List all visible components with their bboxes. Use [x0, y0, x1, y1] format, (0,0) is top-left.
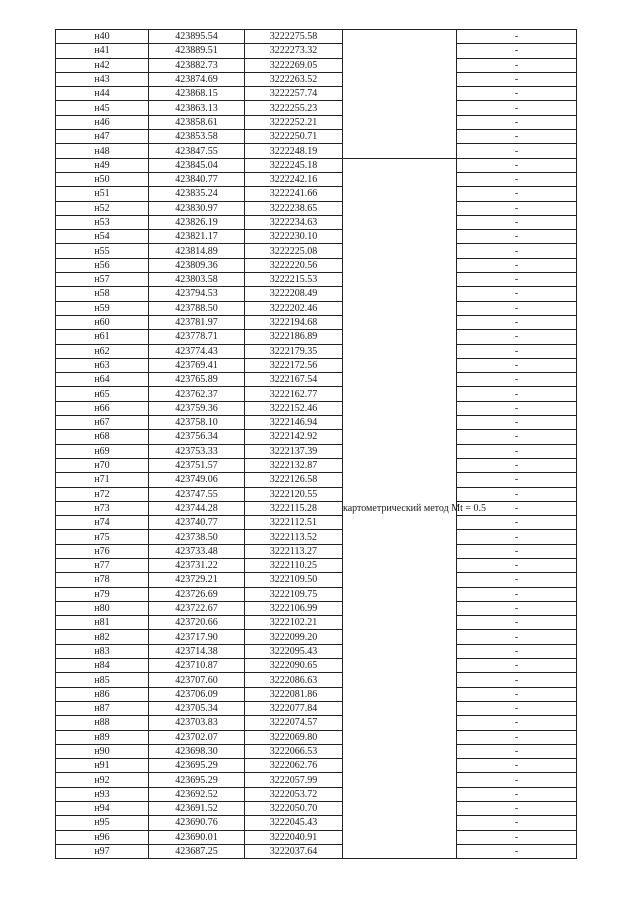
x-coordinate-cell: 423690.01: [149, 830, 245, 844]
y-coordinate-cell: 3222162.77: [245, 387, 343, 401]
accuracy-dash-cell: -: [457, 387, 577, 401]
accuracy-dash-cell: -: [457, 101, 577, 115]
table-row: [56, 215, 577, 229]
point-id-cell: н41: [56, 44, 149, 58]
table-row: [56, 487, 577, 501]
table-row: [56, 659, 577, 673]
point-id-cell: н43: [56, 72, 149, 86]
x-coordinate-cell: 423889.51: [149, 44, 245, 58]
point-id-cell: н89: [56, 730, 149, 744]
table-row: [56, 87, 577, 101]
table-row: [56, 601, 577, 615]
y-coordinate-cell: 3222095.43: [245, 644, 343, 658]
accuracy-dash-cell: -: [457, 201, 577, 215]
y-coordinate-cell: 3222132.87: [245, 458, 343, 472]
accuracy-dash-cell: -: [457, 816, 577, 830]
x-coordinate-cell: 423703.83: [149, 716, 245, 730]
point-id-cell: н68: [56, 430, 149, 444]
x-coordinate-cell: 423702.07: [149, 730, 245, 744]
accuracy-dash-cell: -: [457, 416, 577, 430]
accuracy-dash-cell: -: [457, 787, 577, 801]
accuracy-dash-cell: -: [457, 273, 577, 287]
point-id-cell: н75: [56, 530, 149, 544]
point-id-cell: н57: [56, 273, 149, 287]
point-id-cell: н92: [56, 773, 149, 787]
y-coordinate-cell: 3222179.35: [245, 344, 343, 358]
y-coordinate-cell: 3222269.05: [245, 58, 343, 72]
accuracy-dash-cell: -: [457, 558, 577, 572]
accuracy-dash-cell: -: [457, 644, 577, 658]
point-id-cell: н82: [56, 630, 149, 644]
table-row: [56, 115, 577, 129]
table-row: [56, 558, 577, 572]
accuracy-dash-cell: -: [457, 244, 577, 258]
x-coordinate-cell: 423758.10: [149, 416, 245, 430]
point-id-cell: н58: [56, 287, 149, 301]
y-coordinate-cell: 3222215.53: [245, 273, 343, 287]
y-coordinate-cell: 3222152.46: [245, 401, 343, 415]
x-coordinate-cell: 423826.19: [149, 215, 245, 229]
x-coordinate-cell: 423738.50: [149, 530, 245, 544]
point-id-cell: н83: [56, 644, 149, 658]
accuracy-dash-cell: -: [457, 315, 577, 329]
point-id-cell: н64: [56, 373, 149, 387]
x-coordinate-cell: 423692.52: [149, 787, 245, 801]
accuracy-dash-cell: -: [457, 130, 577, 144]
point-id-cell: н70: [56, 458, 149, 472]
y-coordinate-cell: 3222220.56: [245, 258, 343, 272]
coordinates-table: [55, 29, 577, 859]
point-id-cell: н74: [56, 516, 149, 530]
table-row: [56, 244, 577, 258]
y-coordinate-cell: 3222109.50: [245, 573, 343, 587]
point-id-cell: н95: [56, 816, 149, 830]
y-coordinate-cell: 3222099.20: [245, 630, 343, 644]
table-row: [56, 544, 577, 558]
method-cell: картометрический метод Mt = 0.5: [343, 158, 457, 859]
x-coordinate-cell: 423874.69: [149, 72, 245, 86]
y-coordinate-cell: 3222275.58: [245, 30, 343, 44]
x-coordinate-cell: 423778.71: [149, 330, 245, 344]
y-coordinate-cell: 3222208.49: [245, 287, 343, 301]
point-id-cell: н55: [56, 244, 149, 258]
y-coordinate-cell: 3222142.92: [245, 430, 343, 444]
accuracy-dash-cell: -: [457, 487, 577, 501]
table-row: [56, 701, 577, 715]
point-id-cell: н87: [56, 701, 149, 715]
y-coordinate-cell: 3222186.89: [245, 330, 343, 344]
point-id-cell: н90: [56, 744, 149, 758]
x-coordinate-cell: 423733.48: [149, 544, 245, 558]
point-id-cell: н73: [56, 501, 149, 515]
x-coordinate-cell: 423863.13: [149, 101, 245, 115]
y-coordinate-cell: 3222273.32: [245, 44, 343, 58]
point-id-cell: н84: [56, 659, 149, 673]
y-coordinate-cell: 3222172.56: [245, 358, 343, 372]
table-row: [56, 158, 577, 172]
x-coordinate-cell: 423714.38: [149, 644, 245, 658]
accuracy-dash-cell: -: [457, 330, 577, 344]
point-id-cell: н81: [56, 616, 149, 630]
table-row: [56, 58, 577, 72]
point-id-cell: н51: [56, 187, 149, 201]
table-row: [56, 616, 577, 630]
x-coordinate-cell: 423698.30: [149, 744, 245, 758]
x-coordinate-cell: 423868.15: [149, 87, 245, 101]
x-coordinate-cell: 423882.73: [149, 58, 245, 72]
table-row: [56, 501, 577, 515]
table-row: [56, 744, 577, 758]
table-row: [56, 787, 577, 801]
y-coordinate-cell: 3222113.52: [245, 530, 343, 544]
accuracy-dash-cell: -: [457, 30, 577, 44]
accuracy-dash-cell: -: [457, 158, 577, 172]
point-id-cell: н56: [56, 258, 149, 272]
x-coordinate-cell: 423751.57: [149, 458, 245, 472]
y-coordinate-cell: 3222234.63: [245, 215, 343, 229]
point-id-cell: н88: [56, 716, 149, 730]
point-id-cell: н93: [56, 787, 149, 801]
accuracy-dash-cell: -: [457, 58, 577, 72]
point-id-cell: н65: [56, 387, 149, 401]
table-row: [56, 458, 577, 472]
point-id-cell: н45: [56, 101, 149, 115]
accuracy-dash-cell: -: [457, 344, 577, 358]
y-coordinate-cell: 3222050.70: [245, 802, 343, 816]
y-coordinate-cell: 3222241.66: [245, 187, 343, 201]
y-coordinate-cell: 3222057.99: [245, 773, 343, 787]
table-row: [56, 716, 577, 730]
table-row: [56, 187, 577, 201]
y-coordinate-cell: 3222062.76: [245, 759, 343, 773]
x-coordinate-cell: 423858.61: [149, 115, 245, 129]
y-coordinate-cell: 3222137.39: [245, 444, 343, 458]
point-id-cell: н80: [56, 601, 149, 615]
table-row: [56, 358, 577, 372]
table-row: [56, 530, 577, 544]
point-id-cell: н50: [56, 172, 149, 186]
table-row: [56, 587, 577, 601]
accuracy-dash-cell: -: [457, 673, 577, 687]
accuracy-dash-cell: -: [457, 287, 577, 301]
table-row: [56, 816, 577, 830]
accuracy-dash-cell: -: [457, 501, 577, 515]
accuracy-dash-cell: -: [457, 659, 577, 673]
table-row: [56, 101, 577, 115]
accuracy-dash-cell: -: [457, 430, 577, 444]
table-row: [56, 44, 577, 58]
y-coordinate-cell: 3222263.52: [245, 72, 343, 86]
x-coordinate-cell: 423687.25: [149, 844, 245, 858]
point-id-cell: н52: [56, 201, 149, 215]
accuracy-dash-cell: -: [457, 773, 577, 787]
y-coordinate-cell: 3222086.63: [245, 673, 343, 687]
accuracy-dash-cell: -: [457, 301, 577, 315]
y-coordinate-cell: 3222242.16: [245, 172, 343, 186]
x-coordinate-cell: 423753.33: [149, 444, 245, 458]
accuracy-dash-cell: -: [457, 516, 577, 530]
x-coordinate-cell: 423835.24: [149, 187, 245, 201]
point-id-cell: н53: [56, 215, 149, 229]
point-id-cell: н77: [56, 558, 149, 572]
accuracy-dash-cell: -: [457, 730, 577, 744]
y-coordinate-cell: 3222115.28: [245, 501, 343, 515]
accuracy-dash-cell: -: [457, 601, 577, 615]
x-coordinate-cell: 423707.60: [149, 673, 245, 687]
table-row: [56, 802, 577, 816]
point-id-cell: н48: [56, 144, 149, 158]
x-coordinate-cell: 423765.89: [149, 373, 245, 387]
x-coordinate-cell: 423749.06: [149, 473, 245, 487]
table-row: [56, 687, 577, 701]
table-row: [56, 444, 577, 458]
y-coordinate-cell: 3222126.58: [245, 473, 343, 487]
x-coordinate-cell: 423747.55: [149, 487, 245, 501]
table-row: [56, 387, 577, 401]
x-coordinate-cell: 423821.17: [149, 230, 245, 244]
accuracy-dash-cell: -: [457, 616, 577, 630]
point-id-cell: н79: [56, 587, 149, 601]
x-coordinate-cell: 423729.21: [149, 573, 245, 587]
accuracy-dash-cell: -: [457, 701, 577, 715]
x-coordinate-cell: 423695.29: [149, 759, 245, 773]
x-coordinate-cell: 423726.69: [149, 587, 245, 601]
accuracy-dash-cell: -: [457, 401, 577, 415]
point-id-cell: н94: [56, 802, 149, 816]
point-id-cell: н40: [56, 30, 149, 44]
y-coordinate-cell: 3222102.21: [245, 616, 343, 630]
accuracy-dash-cell: -: [457, 802, 577, 816]
y-coordinate-cell: 3222167.54: [245, 373, 343, 387]
table-row: [56, 287, 577, 301]
table-row: [56, 373, 577, 387]
table-row: [56, 730, 577, 744]
accuracy-dash-cell: -: [457, 187, 577, 201]
y-coordinate-cell: 3222120.55: [245, 487, 343, 501]
y-coordinate-cell: 3222106.99: [245, 601, 343, 615]
point-id-cell: н85: [56, 673, 149, 687]
y-coordinate-cell: 3222077.84: [245, 701, 343, 715]
y-coordinate-cell: 3222252.21: [245, 115, 343, 129]
accuracy-dash-cell: -: [457, 115, 577, 129]
x-coordinate-cell: 423690.76: [149, 816, 245, 830]
point-id-cell: н47: [56, 130, 149, 144]
x-coordinate-cell: 423731.22: [149, 558, 245, 572]
y-coordinate-cell: 3222255.23: [245, 101, 343, 115]
x-coordinate-cell: 423744.28: [149, 501, 245, 515]
table-row: [56, 430, 577, 444]
accuracy-dash-cell: -: [457, 630, 577, 644]
x-coordinate-cell: 423762.37: [149, 387, 245, 401]
table-row: [56, 330, 577, 344]
point-id-cell: н54: [56, 230, 149, 244]
table-row: [56, 644, 577, 658]
table-row: [56, 230, 577, 244]
y-coordinate-cell: 3222066.53: [245, 744, 343, 758]
accuracy-dash-cell: -: [457, 87, 577, 101]
x-coordinate-cell: 423830.97: [149, 201, 245, 215]
accuracy-dash-cell: -: [457, 473, 577, 487]
x-coordinate-cell: 423705.34: [149, 701, 245, 715]
point-id-cell: н71: [56, 473, 149, 487]
accuracy-dash-cell: -: [457, 573, 577, 587]
x-coordinate-cell: 423803.58: [149, 273, 245, 287]
x-coordinate-cell: 423740.77: [149, 516, 245, 530]
accuracy-dash-cell: -: [457, 759, 577, 773]
point-id-cell: н91: [56, 759, 149, 773]
x-coordinate-cell: 423895.54: [149, 30, 245, 44]
table-row: [56, 516, 577, 530]
y-coordinate-cell: 3222109.75: [245, 587, 343, 601]
accuracy-dash-cell: -: [457, 530, 577, 544]
coordinates-sheet: [55, 29, 576, 858]
accuracy-dash-cell: -: [457, 830, 577, 844]
y-coordinate-cell: 3222110.25: [245, 558, 343, 572]
x-coordinate-cell: 423788.50: [149, 301, 245, 315]
x-coordinate-cell: 423710.87: [149, 659, 245, 673]
accuracy-dash-cell: -: [457, 458, 577, 472]
accuracy-dash-cell: -: [457, 744, 577, 758]
point-id-cell: н49: [56, 158, 149, 172]
point-id-cell: н61: [56, 330, 149, 344]
table-row: [56, 416, 577, 430]
accuracy-dash-cell: -: [457, 358, 577, 372]
accuracy-dash-cell: -: [457, 258, 577, 272]
table-row: [56, 401, 577, 415]
y-coordinate-cell: 3222248.19: [245, 144, 343, 158]
table-row: [56, 172, 577, 186]
y-coordinate-cell: 3222081.86: [245, 687, 343, 701]
table-row: [56, 573, 577, 587]
accuracy-dash-cell: -: [457, 172, 577, 186]
x-coordinate-cell: 423717.90: [149, 630, 245, 644]
y-coordinate-cell: 3222257.74: [245, 87, 343, 101]
table-row: [56, 72, 577, 86]
point-id-cell: н46: [56, 115, 149, 129]
table-row: [56, 315, 577, 329]
x-coordinate-cell: 423759.36: [149, 401, 245, 415]
table-row: [56, 844, 577, 858]
point-id-cell: н97: [56, 844, 149, 858]
accuracy-dash-cell: -: [457, 716, 577, 730]
y-coordinate-cell: 3222230.10: [245, 230, 343, 244]
accuracy-dash-cell: -: [457, 587, 577, 601]
y-coordinate-cell: 3222202.46: [245, 301, 343, 315]
x-coordinate-cell: 423691.52: [149, 802, 245, 816]
y-coordinate-cell: 3222053.72: [245, 787, 343, 801]
table-row: [56, 273, 577, 287]
accuracy-dash-cell: -: [457, 444, 577, 458]
table-row: [56, 130, 577, 144]
x-coordinate-cell: 423794.53: [149, 287, 245, 301]
accuracy-dash-cell: -: [457, 373, 577, 387]
y-coordinate-cell: 3222040.91: [245, 830, 343, 844]
y-coordinate-cell: 3222113.27: [245, 544, 343, 558]
accuracy-dash-cell: -: [457, 544, 577, 558]
point-id-cell: н59: [56, 301, 149, 315]
coordinates-table-body: [56, 30, 577, 859]
point-id-cell: н42: [56, 58, 149, 72]
accuracy-dash-cell: -: [457, 230, 577, 244]
accuracy-dash-cell: -: [457, 687, 577, 701]
method-cell-blank: [343, 30, 457, 159]
table-row: [56, 759, 577, 773]
point-id-cell: н67: [56, 416, 149, 430]
x-coordinate-cell: 423853.58: [149, 130, 245, 144]
x-coordinate-cell: 423774.43: [149, 344, 245, 358]
x-coordinate-cell: 423706.09: [149, 687, 245, 701]
accuracy-dash-cell: -: [457, 144, 577, 158]
y-coordinate-cell: 3222194.68: [245, 315, 343, 329]
table-row: [56, 773, 577, 787]
table-row: [56, 344, 577, 358]
point-id-cell: н96: [56, 830, 149, 844]
table-row: [56, 830, 577, 844]
y-coordinate-cell: 3222037.64: [245, 844, 343, 858]
y-coordinate-cell: 3222238.65: [245, 201, 343, 215]
table-row: [56, 301, 577, 315]
point-id-cell: н76: [56, 544, 149, 558]
y-coordinate-cell: 3222045.43: [245, 816, 343, 830]
point-id-cell: н86: [56, 687, 149, 701]
y-coordinate-cell: 3222146.94: [245, 416, 343, 430]
point-id-cell: н60: [56, 315, 149, 329]
x-coordinate-cell: 423722.67: [149, 601, 245, 615]
y-coordinate-cell: 3222225.08: [245, 244, 343, 258]
y-coordinate-cell: 3222069.80: [245, 730, 343, 744]
table-row: [56, 258, 577, 272]
point-id-cell: н44: [56, 87, 149, 101]
point-id-cell: н66: [56, 401, 149, 415]
point-id-cell: н72: [56, 487, 149, 501]
table-row: [56, 673, 577, 687]
x-coordinate-cell: 423845.04: [149, 158, 245, 172]
y-coordinate-cell: 3222074.57: [245, 716, 343, 730]
table-row: [56, 30, 577, 44]
y-coordinate-cell: 3222090.65: [245, 659, 343, 673]
accuracy-dash-cell: -: [457, 72, 577, 86]
table-row: [56, 630, 577, 644]
point-id-cell: н63: [56, 358, 149, 372]
accuracy-dash-cell: -: [457, 215, 577, 229]
y-coordinate-cell: 3222250.71: [245, 130, 343, 144]
point-id-cell: н62: [56, 344, 149, 358]
x-coordinate-cell: 423695.29: [149, 773, 245, 787]
table-row: [56, 473, 577, 487]
table-row: [56, 144, 577, 158]
table-row: [56, 201, 577, 215]
x-coordinate-cell: 423840.77: [149, 172, 245, 186]
accuracy-dash-cell: -: [457, 844, 577, 858]
y-coordinate-cell: 3222245.18: [245, 158, 343, 172]
point-id-cell: н69: [56, 444, 149, 458]
x-coordinate-cell: 423847.55: [149, 144, 245, 158]
x-coordinate-cell: 423809.36: [149, 258, 245, 272]
point-id-cell: н78: [56, 573, 149, 587]
x-coordinate-cell: 423756.34: [149, 430, 245, 444]
y-coordinate-cell: 3222112.51: [245, 516, 343, 530]
x-coordinate-cell: 423769.41: [149, 358, 245, 372]
accuracy-dash-cell: -: [457, 44, 577, 58]
x-coordinate-cell: 423781.97: [149, 315, 245, 329]
x-coordinate-cell: 423814.89: [149, 244, 245, 258]
x-coordinate-cell: 423720.66: [149, 616, 245, 630]
